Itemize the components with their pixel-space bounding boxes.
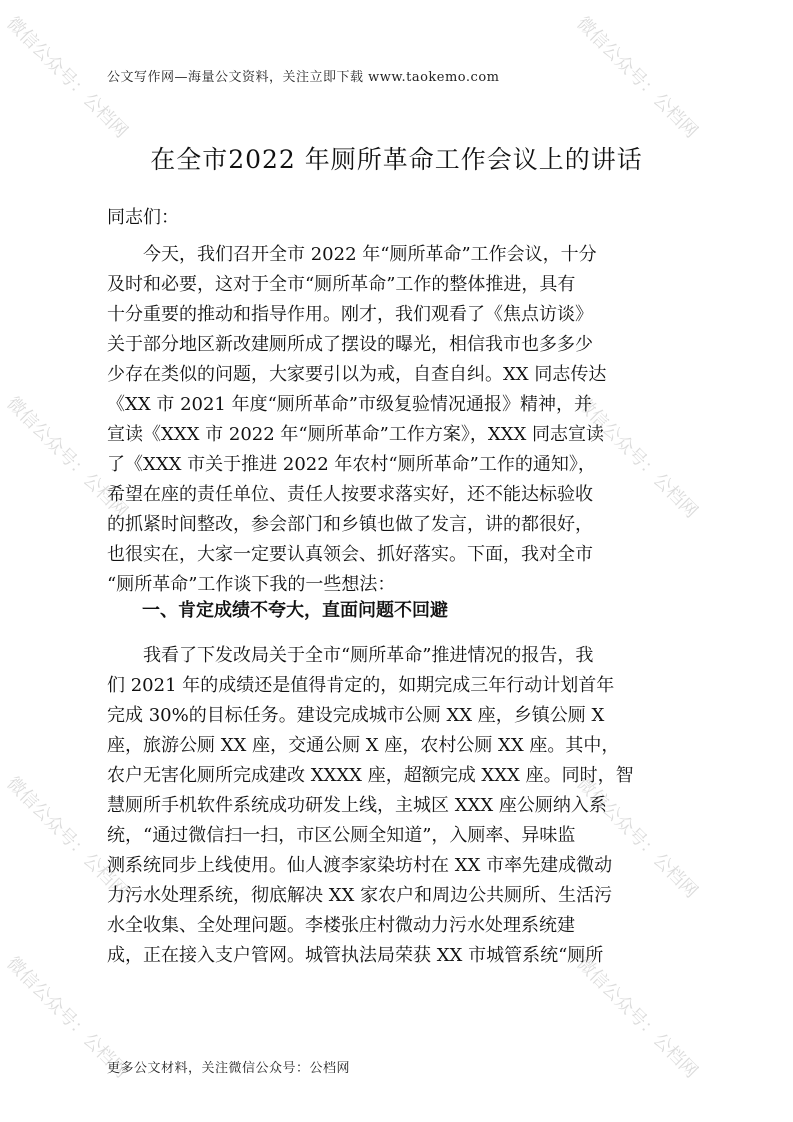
text-line: 座，旅游公厕 XX 座，交通公厕 X 座，农村公厕 XX 座。其中， — [107, 735, 620, 756]
text-line: 水全收集、全处理问题。李楼张庄村微动力污水处理系统建 — [107, 915, 575, 936]
text-line: 也很实在，大家一定要认真领会、抓好落实。下面，我对全市 — [107, 544, 593, 565]
text-line: 慧厕所手机软件系统成功研发上线，主城区 XXX 座公厕纳入系 — [107, 795, 607, 816]
watermark: 微信公众号：公档网 — [572, 392, 702, 523]
text-line: 完成 30%的目标任务。建设完成城市公厕 XX 座，乡镇公厕 X — [107, 705, 605, 726]
text-line: “厕所革命”工作谈下我的一些想法： — [107, 574, 396, 595]
watermark: 微信公众号：公档网 — [2, 392, 132, 523]
section-heading: 一、肯定成绩不夸大，直面问题不回避 — [142, 600, 448, 621]
watermark: 微信公众号：公档网 — [2, 952, 132, 1083]
text-line: 力污水处理系统，彻底解决 XX 家农户和周边公共厕所、生活污 — [107, 885, 613, 906]
text-line: 们 2021 年的成绩还是值得肯定的，如期完成三年行动计划首年 — [107, 675, 615, 696]
paragraph-2 — [107, 641, 687, 971]
text-line: 了《XXX 市关于推进 2022 年农村“厕所革命”工作的通知》， — [107, 454, 596, 475]
watermark: 微信公众号：公档网 — [2, 772, 132, 903]
watermark: 微信公众号：公档网 — [2, 12, 132, 143]
text-line: 十分重要的推动和指导作用。刚才，我们观看了《焦点访谈》 — [107, 304, 593, 325]
text-line: 希望在座的责任单位、责任人按要求落实好，还不能达标验收 — [107, 484, 593, 505]
watermark: 微信公众号：公档网 — [572, 12, 702, 143]
text-line: 宣读《XXX 市 2022 年“厕所革命”工作方案》，XXX 同志宣读 — [107, 424, 604, 445]
paragraph-1 — [107, 240, 687, 600]
text-line: 我看了下发改局关于全市“厕所革命”推进情况的报告，我 — [107, 645, 594, 666]
page-footer: 更多公文材料，关注微信公众号：公档网 — [107, 1061, 351, 1076]
text-line: 关于部分地区新改建厕所成了摆设的曝光，相信我市也多多少 — [107, 334, 593, 355]
watermark: 微信公众号：公档网 — [572, 772, 702, 903]
text-line: 少存在类似的问题，大家要引以为戒，自查自纠。XX 同志传达 — [107, 364, 607, 385]
text-line: 农户无害化厕所完成建改 XXXX 座，超额完成 XXX 座。同时，智 — [107, 765, 634, 786]
watermark: 微信公众号：公档网 — [572, 952, 702, 1083]
document-title: 在全市2022 年厕所革命工作会议上的讲话 — [150, 145, 643, 174]
salutation: 同志们： — [107, 207, 179, 228]
text-line: 《XX 市 2021 年度“厕所革命”市级复验情况通报》精神，并 — [107, 394, 593, 415]
text-line: 统，“通过微信扫一扫，市区公厕全知道”，入厕率、异味监 — [107, 825, 576, 846]
page-header: 公文写作网—海量公文资料，关注立即下载 www.taokemo.com — [107, 70, 500, 85]
text-line: 及时和必要，这对于全市“厕所革命”工作的整体推进，具有 — [107, 274, 576, 295]
text-line: 今天，我们召开全市 2022 年“厕所革命”工作会议，十分 — [107, 244, 597, 265]
text-line: 的抓紧时间整改，参会部门和乡镇也做了发言，讲的都很好， — [107, 514, 593, 535]
text-line: 成，正在接入支户管网。城管执法局荣获 XX 市城管系统“厕所 — [107, 945, 604, 966]
text-line: 测系统同步上线使用。仙人渡李家染坊村在 XX 市率先建成微动 — [107, 855, 613, 876]
